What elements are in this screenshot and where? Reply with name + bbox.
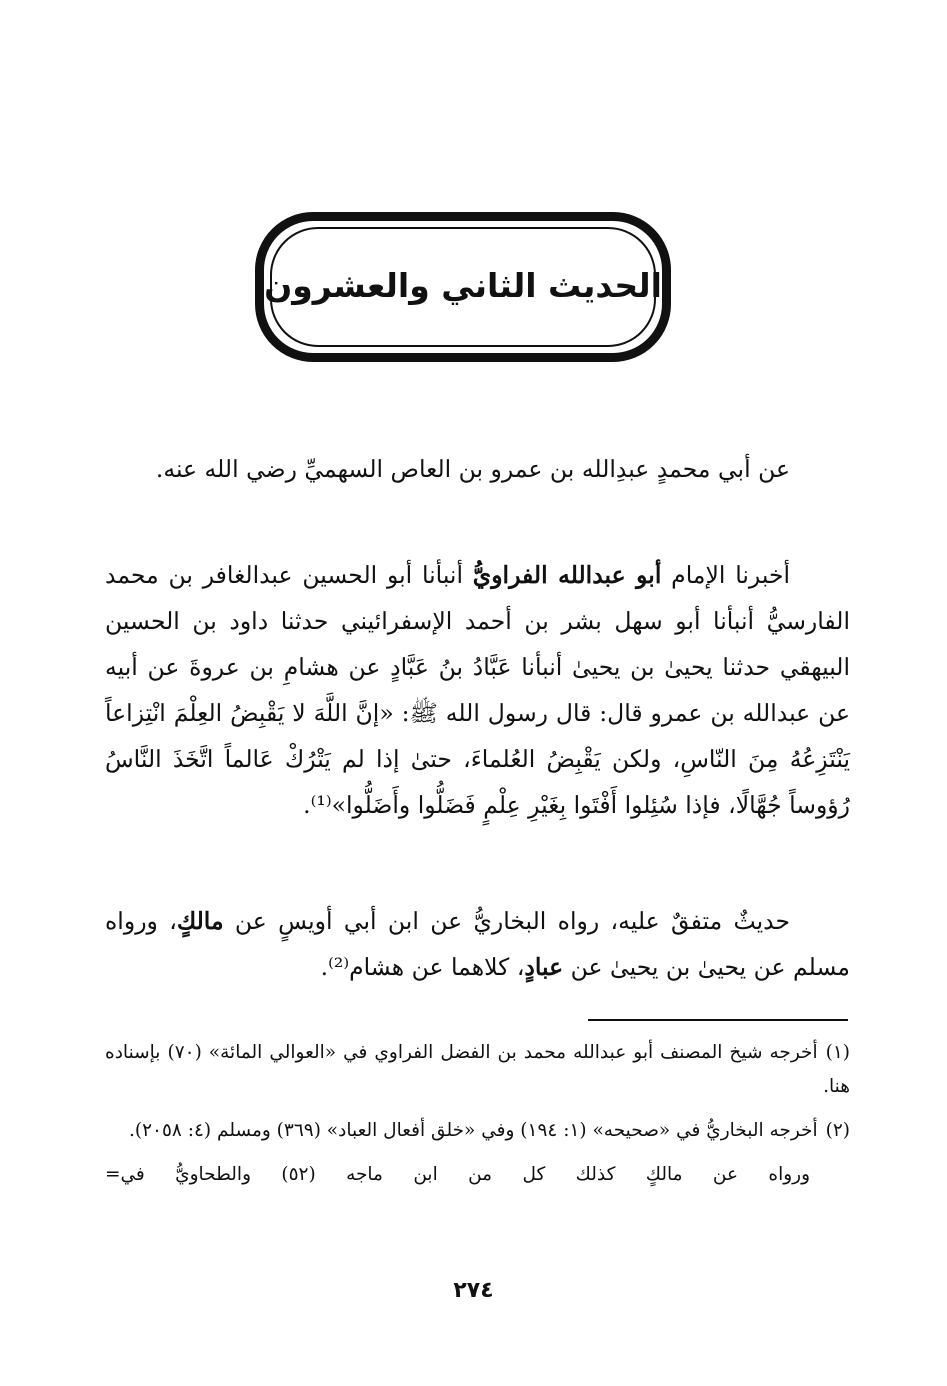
isnad-paragraph xyxy=(105,552,850,828)
takhrij-text xyxy=(105,898,850,990)
footnotes xyxy=(105,1036,850,1192)
footnote-continuation: ورواه عن مالكٍ كذلك كل من ابن ماجه (٥٢) والطحاويُّ في= xyxy=(105,1164,811,1185)
isnad-narrator-bold: أبو عبدالله الفراويُّ xyxy=(472,561,662,589)
footnote-1-number: (١) xyxy=(825,1042,850,1063)
footnote-2-number: (٢) xyxy=(825,1120,850,1141)
footnote-1 xyxy=(105,1036,850,1104)
isnad-text-part2: أنبأنا أبو الحسين عبدالغافر بن محمد الفارسيُّ أنبأنا أبو سهل بشر بن أحمد الإسفرائيني حدثنا داود بن الحسين البيهقي حدثنا يحيىٰ بن يحيىٰ أنبأنا عَبَّادُ بنُ عَبَّادٍ عن هشامِ بن عروةَ عن أبيه عن عبدالله بن عمرو قال: قال رسول الله ﷺ: «إنَّ اللَّهَ لا يَقْبِضُ العِلْمَ انْتِزاعاً يَنْتَزِعُهُ مِنَ النّاسِ، ولكن يَقْبِضُ العُلماءَ، حتىٰ إذا لم يَتْرُكْ عَالماً اتَّخَذَ النَّاسُ رُؤوساً جُهَّالًا، فإذا سُئِلوا أَفْتَوا بِغَيْرِ عِلْمٍ فَضَلُّوا وأَضَلُّوا»⁽¹⁾. xyxy=(105,561,850,819)
chapter-title: الحديث الثاني والعشرون xyxy=(264,265,662,305)
takhrij-paragraph xyxy=(105,898,850,990)
isnad-text-part1: أخبرنا الإمام xyxy=(661,561,791,589)
takhrij-name-malik: مالكٍ xyxy=(176,907,224,935)
takhrij-text-part3: ، كلاهما عن هشام⁽²⁾. xyxy=(320,953,525,981)
takhrij-text-part1: حديثٌ متفقٌ عليه، رواه البخاريُّ عن ابن أبي أويسٍ عن xyxy=(223,907,790,935)
takhrij-name-abbad: عبادٍ xyxy=(524,953,564,981)
intro-text: عن أبي محمدٍ عبدِالله بن عمرو بن العاص السهميِّ رضي الله عنه. xyxy=(155,455,790,483)
isnad-text xyxy=(105,552,850,828)
footnote-1-text: أخرجه شيخ المصنف أبو عبدالله محمد بن الفضل الفراوي في «العوالي المائة» (٧٠) بإسناده هنا. xyxy=(105,1042,850,1097)
intro-paragraph xyxy=(105,446,850,492)
footnote-2-text: أخرجه البخاريُّ في «صحيحه» (١: ١٩٤) وفي «خلق أفعال العباد» (٣٦٩) ومسلم (٤: ٢٠٥٨). xyxy=(128,1120,818,1141)
footnote-separator xyxy=(588,1019,848,1021)
footnote-2 xyxy=(105,1114,850,1148)
takhrij-text-part2: ، ورواه مسلم عن يحيىٰ بن يحيىٰ عن xyxy=(105,907,850,981)
chapter-title-frame xyxy=(255,212,671,362)
page-number: ٢٧٤ xyxy=(453,1278,494,1303)
